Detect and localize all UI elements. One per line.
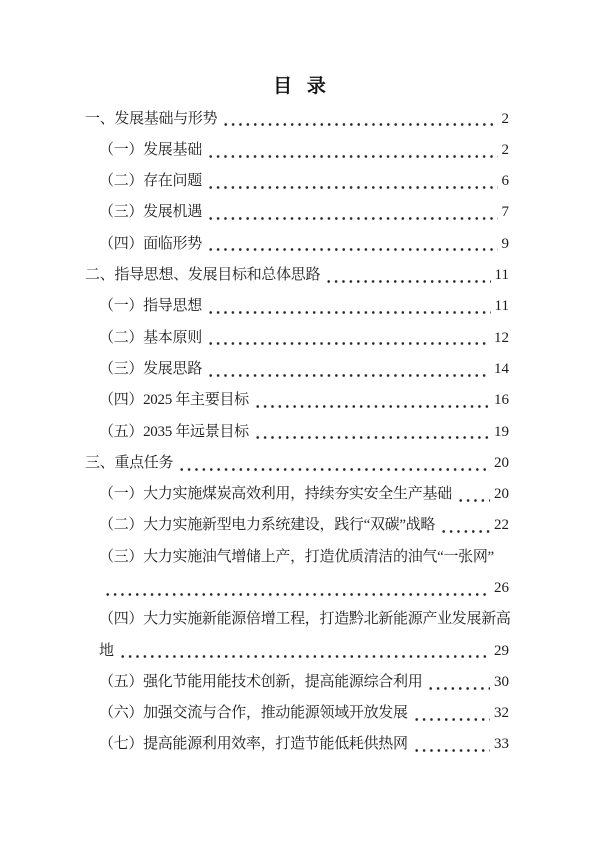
toc-entry-text: （七）提高能源利用效率，打造节能低耗供热网 (99, 736, 408, 753)
toc-row (85, 665, 509, 696)
toc-page-number: 32 (494, 705, 509, 722)
dot-leader (207, 309, 491, 314)
dot-leader (325, 278, 490, 283)
dot-leader (222, 121, 497, 126)
toc-entry-text: （三）大力实施油气增储上产，打造优质清洁的油气“一张网” (99, 548, 494, 565)
toc-entry-text: （四）大力实施新能源倍增工程，打造黔北新能源产业发展新高 (99, 611, 511, 628)
toc-page-number: 12 (494, 329, 509, 346)
dot-leader (413, 716, 490, 721)
dot-leader (207, 372, 490, 377)
toc-entry-text: （二）存在问题 (99, 173, 202, 190)
toc-entry-text: （五）强化节能用能技术创新，提高能源综合利用 (99, 673, 423, 690)
toc-row (85, 290, 509, 321)
toc-row (85, 540, 509, 571)
toc-row-continuation (85, 571, 509, 602)
dot-leader (207, 184, 498, 189)
toc-page-number: 14 (494, 360, 509, 377)
toc-row (85, 478, 509, 509)
dot-leader (457, 497, 490, 502)
toc-entry-text: （二）基本原则 (99, 329, 202, 346)
toc-entry-text: （一）大力实施煤炭高效利用，持续夯实安全生产基础 (99, 486, 452, 503)
toc-page-number: 7 (501, 204, 509, 221)
toc-entry-text: 三、重点任务 (85, 454, 174, 471)
toc-row (85, 415, 509, 446)
toc-page-number: 26 (494, 580, 509, 596)
toc-entry-text: （四）面临形势 (99, 235, 202, 252)
toc-page-number: 33 (494, 736, 509, 753)
toc-page-number: 11 (494, 267, 509, 284)
toc-row (85, 165, 509, 196)
toc-entry-text: 一、发展基础与形势 (85, 110, 218, 127)
toc-entry-text: （三）发展机遇 (99, 204, 202, 221)
toc-page-number: 19 (494, 423, 509, 440)
toc-row (85, 227, 509, 258)
toc-row (85, 509, 509, 540)
dot-leader (207, 215, 498, 220)
toc-entry-text: （四）2025 年主要目标 (99, 392, 249, 409)
toc-row (85, 196, 509, 227)
toc-page-number: 16 (494, 392, 509, 409)
toc-entry-text: （一）指导思想 (99, 298, 202, 315)
dot-leader (254, 434, 490, 439)
toc-entry-text: （一）发展基础 (99, 141, 202, 158)
dot-leader (207, 153, 498, 158)
toc-row (85, 321, 509, 352)
toc-row-section-2 (85, 258, 509, 289)
toc-row (85, 603, 509, 634)
dot-leader (440, 528, 490, 533)
toc-row (85, 728, 509, 759)
toc-page-number: 2 (501, 141, 509, 158)
dot-leader (413, 747, 490, 752)
toc-page-number: 30 (494, 673, 509, 690)
table-of-contents (0, 102, 600, 759)
toc-page-number: 11 (494, 298, 509, 315)
toc-page-number: 6 (501, 173, 509, 190)
toc-entry-text: （二）大力实施新型电力系统建设，践行“双碳”战略 (99, 517, 436, 534)
toc-entry-text: （三）发展思路 (99, 360, 202, 377)
dot-leader (427, 685, 490, 690)
toc-row (85, 384, 509, 415)
toc-row-section-3 (85, 446, 509, 477)
toc-entry-text: 地 (99, 642, 114, 659)
toc-page-number: 29 (494, 642, 509, 659)
toc-row (85, 697, 509, 728)
toc-page-number: 20 (494, 454, 509, 471)
toc-page-number: 9 (501, 235, 509, 252)
toc-row (85, 133, 509, 164)
toc-page-number: 20 (494, 486, 509, 503)
toc-row-continuation (85, 634, 509, 665)
toc-entry-text: （六）加强交流与合作，推动能源领域开放发展 (99, 705, 408, 722)
dot-leader (207, 340, 490, 345)
dot-leader (119, 653, 490, 658)
dot-leader (207, 246, 498, 251)
dot-leader (178, 466, 490, 471)
toc-title: 目 录 (273, 76, 327, 97)
toc-row-section-1 (85, 102, 509, 133)
toc-row (85, 352, 509, 383)
toc-entry-text: 二、指导思想、发展目标和总体思路 (85, 267, 321, 284)
dot-leader (104, 591, 490, 596)
toc-entry-text: （五）2035 年远景目标 (99, 423, 249, 440)
dot-leader (254, 403, 490, 408)
toc-page-number: 2 (501, 110, 509, 127)
toc-page-number: 22 (494, 517, 509, 534)
